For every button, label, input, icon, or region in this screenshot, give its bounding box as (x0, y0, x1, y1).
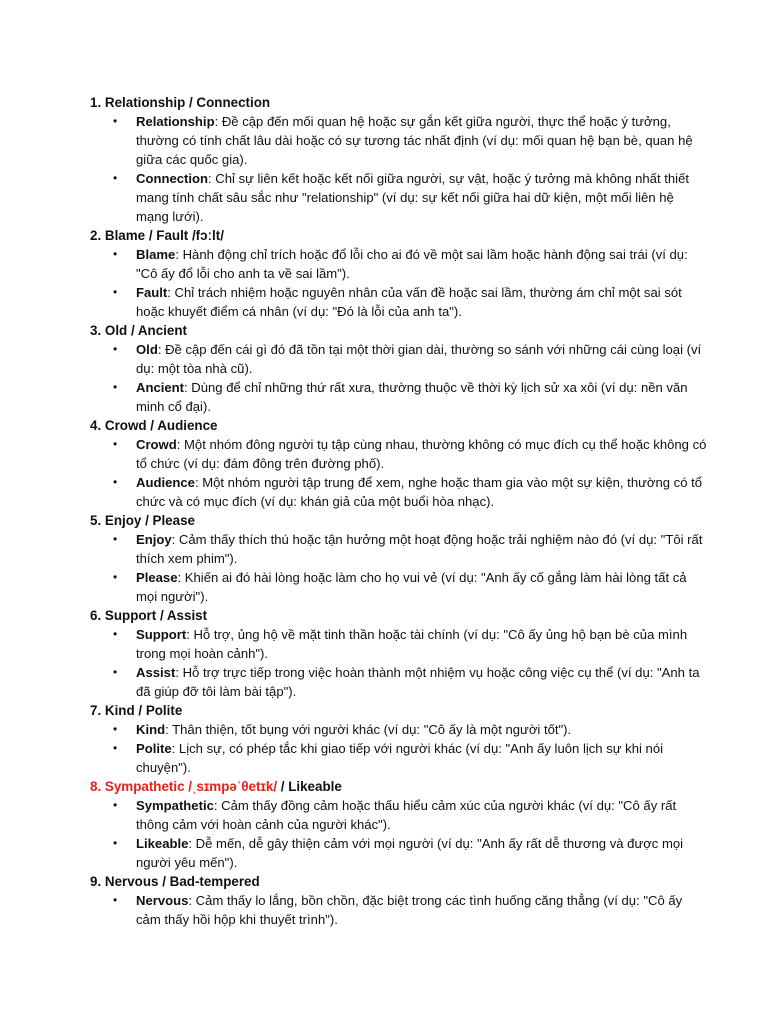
section-heading (90, 321, 708, 340)
definition-list (90, 796, 708, 872)
definition: : Khiến ai đó hài lòng hoặc làm cho họ vui vẻ (ví dụ: "Anh ấy cố gắng làm hài lòng tất cả mọi người"). (136, 570, 687, 604)
bullet-icon: • (113, 741, 118, 755)
term: Support (136, 627, 187, 642)
section-heading (90, 93, 708, 112)
bullet-icon: • (113, 342, 118, 356)
list-item (113, 625, 708, 663)
section-number: 3. (90, 323, 102, 338)
bullet-icon: • (113, 627, 118, 641)
definition: : Đề cập đến mối quan hệ hoặc sự gắn kết giữa người, thực thể hoặc ý tưởng, thường có tính chất lâu dài hoặc có sự tương tác nhất định (ví dụ: mối quan hệ bạn bè, quan hệ giữa các quốc gia). (136, 114, 693, 167)
bullet-icon: • (113, 475, 118, 489)
term: Connection (136, 171, 209, 186)
definition: : Dễ mến, dễ gây thiện cảm với mọi người (ví dụ: "Anh ấy rất dễ thương và được mọi người yêu mến"). (136, 836, 684, 870)
section-heading (90, 872, 708, 891)
definition: : Cảm thấy lo lắng, bồn chồn, đặc biệt trong các tình huống căng thẳng (ví dụ: "Cô ấy cảm thấy hồi hộp khi thuyết trình"). (136, 893, 683, 927)
list-item (113, 568, 708, 606)
section-number: 1. (90, 95, 102, 110)
definition: : Thân thiện, tốt bụng với người khác (ví dụ: "Cô ấy là một người tốt"). (165, 722, 572, 737)
section-heading (90, 226, 708, 245)
definition: : Lịch sự, có phép tắc khi giao tiếp với người khác (ví dụ: "Anh ấy luôn lịch sự khi nói chuyện"). (136, 741, 664, 775)
definition: : Cảm thấy thích thú hoặc tận hưởng một hoạt động hoặc trải nghiệm nào đó (ví dụ: "Tôi rất thích xem phim"). (136, 532, 703, 566)
bullet-icon: • (113, 285, 118, 299)
definition: : Đề cập đến cái gì đó đã tồn tại một thời gian dài, thường so sánh với những cái cùng loại (ví dụ: một tòa nhà cũ). (136, 342, 702, 376)
definition-list (90, 435, 708, 511)
bullet-icon: • (113, 893, 118, 907)
list-item (113, 739, 708, 777)
definition-list (90, 112, 708, 226)
section-number: 9. (90, 874, 102, 889)
list-item (113, 891, 708, 929)
section-number: 2. (90, 228, 102, 243)
bullet-icon: • (113, 798, 118, 812)
bullet-icon: • (113, 114, 118, 128)
term: Enjoy (136, 532, 172, 547)
definition-list (90, 891, 708, 929)
bullet-icon: • (113, 570, 118, 584)
definition: : Cảm thấy đồng cảm hoặc thấu hiểu cảm xúc của người khác (ví dụ: "Cô ấy rất thông cảm với hoàn cảnh của người khác"). (136, 798, 677, 832)
definition: : Chỉ trách nhiệm hoặc nguyên nhân của vấn đề hoặc sai lầm, thường ám chỉ một sai sót hoặc khuyết điểm cá nhân (ví dụ: "Đó là lỗi của anh ta"). (136, 285, 682, 319)
section-heading (90, 606, 708, 625)
list-item (113, 245, 708, 283)
section-title: / Likeable (277, 779, 342, 794)
definition-list (90, 530, 708, 606)
bullet-icon: • (113, 380, 118, 394)
list-item (113, 112, 708, 169)
section-title: Nervous / Bad-tempered (104, 874, 260, 889)
section-5 (90, 511, 708, 606)
list-item (113, 378, 708, 416)
section-1 (90, 93, 708, 226)
term: Please (136, 570, 178, 585)
section-4 (90, 416, 708, 511)
term: Blame (136, 247, 176, 262)
section-heading (90, 416, 708, 435)
list-item (113, 834, 708, 872)
section-number: 5. (90, 513, 102, 528)
list-item (113, 530, 708, 568)
definition-list (90, 625, 708, 701)
term: Polite (136, 741, 172, 756)
list-item (113, 473, 708, 511)
section-title: Old / Ancient (104, 323, 187, 338)
section-number: 7. (90, 703, 102, 718)
definition: : Dùng để chỉ những thứ rất xưa, thường thuộc về thời kỳ lịch sử xa xôi (ví dụ: nền văn minh cổ đại). (136, 380, 688, 414)
section-6 (90, 606, 708, 701)
term: Ancient (136, 380, 185, 395)
term: Fault (136, 285, 168, 300)
section-title-highlighted: Sympathetic /ˌsɪmpəˈθetɪk/ (104, 779, 278, 794)
section-title: Enjoy / Please (104, 513, 195, 528)
section-number: 4. (90, 418, 102, 433)
term: Assist (136, 665, 176, 680)
bullet-icon: • (113, 665, 118, 679)
list-item (113, 283, 708, 321)
term: Relationship (136, 114, 215, 129)
definition: : Hỗ trợ, ủng hộ về mặt tinh thần hoặc tài chính (ví dụ: "Cô ấy ủng hộ bạn bè của mình trong mọi hoàn cảnh"). (136, 627, 688, 661)
section-title: Relationship / Connection (104, 95, 271, 110)
list-item (113, 169, 708, 226)
section-3 (90, 321, 708, 416)
definition: : Một nhóm đông người tụ tập cùng nhau, thường không có mục đích cụ thể hoặc không có tổ chức (ví dụ: đám đông trên đường phố). (136, 437, 707, 471)
bullet-icon: • (113, 171, 118, 185)
definition-list (90, 720, 708, 777)
section-number: 8. (90, 779, 102, 794)
term: Nervous (136, 893, 189, 908)
definition: : Hành động chỉ trích hoặc đổ lỗi cho ai đó về một sai lầm hoặc hành động sai trái (ví dụ: "Cô ấy đổ lỗi cho anh ta về sai lầm"). (136, 247, 688, 281)
section-title: Blame / Fault /fɔːlt/ (104, 228, 224, 243)
list-item (113, 663, 708, 701)
list-item (113, 796, 708, 834)
section-2 (90, 226, 708, 321)
section-title: Support / Assist (104, 608, 208, 623)
bullet-icon: • (113, 247, 118, 261)
section-9 (90, 872, 708, 929)
term: Old (136, 342, 158, 357)
section-title: Crowd / Audience (104, 418, 218, 433)
section-heading (90, 701, 708, 720)
list-item (113, 435, 708, 473)
section-title: Kind / Polite (104, 703, 183, 718)
bullet-icon: • (113, 532, 118, 546)
definition-list (90, 245, 708, 321)
list-item (113, 720, 708, 739)
section-8 (90, 777, 708, 872)
section-heading (90, 511, 708, 530)
section-heading (90, 777, 708, 796)
bullet-icon: • (113, 437, 118, 451)
term: Crowd (136, 437, 177, 452)
section-7 (90, 701, 708, 777)
definition: : Chỉ sự liên kết hoặc kết nối giữa người, sự vật, hoặc ý tưởng mà không nhất thiết mang tính chất sâu sắc như "relationship" (ví dụ: sự kết nối giữa hai dữ kiện, một mối liên hệ mạng lưới). (136, 171, 689, 224)
term: Kind (136, 722, 166, 737)
bullet-icon: • (113, 722, 118, 736)
definition: : Một nhóm người tập trung để xem, nghe hoặc tham gia vào một sự kiện, thường có tổ chức và có mục đích (ví dụ: khán giả của một buổi hòa nhạc). (136, 475, 703, 509)
bullet-icon: • (113, 836, 118, 850)
section-number: 6. (90, 608, 102, 623)
term: Sympathetic (136, 798, 214, 813)
definition-list (90, 340, 708, 416)
term: Likeable (136, 836, 189, 851)
list-item (113, 340, 708, 378)
definition: : Hỗ trợ trực tiếp trong việc hoàn thành một nhiệm vụ hoặc công việc cụ thể (ví dụ: "Anh ta đã giúp đỡ tôi làm bài tập"). (136, 665, 700, 699)
term: Audience (136, 475, 195, 490)
